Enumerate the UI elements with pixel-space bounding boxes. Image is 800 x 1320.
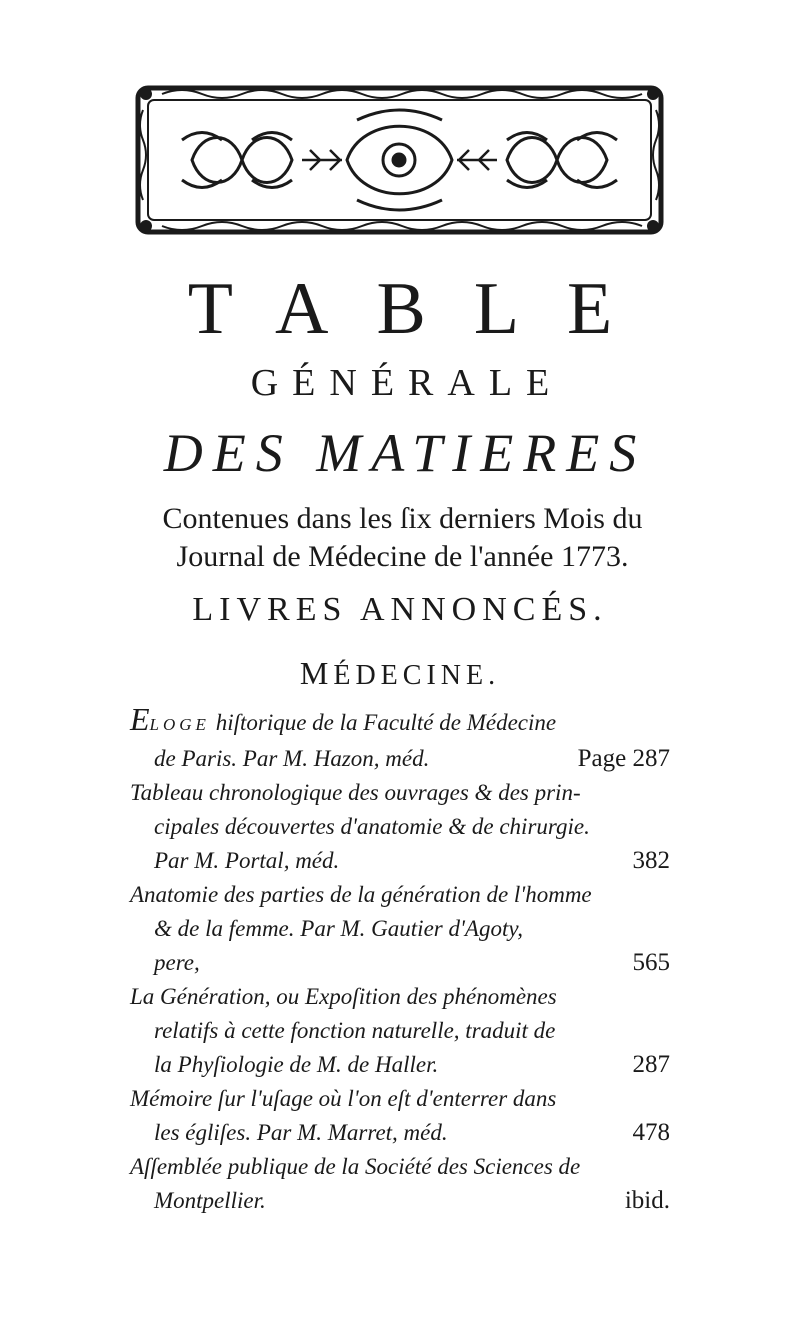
entry-line: cipales découvertes d'anatomie & de chirurgie. [154,814,590,839]
entry-line [130,1116,670,1150]
entry-line: Mémoire ſur l'uſage où l'on eſt d'enterrer dans [130,1086,557,1111]
list-item [130,1150,670,1218]
contents-description [130,500,675,576]
entry-line: La Génération, ou Expoſition des phénomènes [130,984,557,1009]
entry-text: les égliſes. Par M. Marret, méd. [154,1120,448,1145]
entry-text: Montpellier. [154,1188,266,1213]
ornamental-headpiece [132,80,667,240]
entry-line: & de la femme. Par M. Gautier d'Agoty, [154,916,524,941]
page-reference: 565 [632,949,670,976]
page-title: TABLE [187,268,661,350]
entry-line: Anatomie des parties de la génération de l'homme [130,882,592,907]
entry-line: Tableau chronologique des ouvrages & des prin- [130,780,581,805]
entry-line [130,702,670,742]
entry-line: Aſſemblée publique de la Société des Sciences de [130,1154,581,1179]
page-reference: 382 [632,847,670,874]
page-subtitle: GÉNÉRALE [250,362,564,404]
entry-text: pere, [154,950,200,975]
smallcaps-word: LOGE [149,715,210,734]
drop-initial: E [130,701,150,737]
list-item [130,776,670,878]
page-reference: Page 287 [577,745,670,772]
page-reference: ibid. [624,1187,670,1214]
entry-line [130,1184,670,1218]
list-item [130,878,670,980]
section-heading: LIVRES ANNONCÉS. [192,591,608,628]
contents-line: Contenues dans les ſix derniers Mois du [162,502,643,535]
list-item [130,980,670,1082]
subsection-heading [0,657,800,690]
list-item [130,702,670,776]
page-reference: 287 [632,1051,670,1078]
contents-line: Journal de Médecine de l'année 1773. [176,540,629,573]
entry-line [130,1048,670,1082]
entry-line [130,742,670,776]
list-item [130,1082,670,1150]
page-reference: 478 [632,1119,670,1146]
entry-text: hiſtorique de la Faculté de Médecine [215,710,557,735]
page-subtitle-italic: DES MATIERES [163,423,647,483]
entry-line: relatifs à cette fonction naturelle, traduit de [154,1018,556,1043]
entry-list [130,702,670,1218]
subsection-rest: ÉDECINE. [333,660,501,691]
entry-line [130,946,670,980]
entry-text: Par M. Portal, méd. [154,848,340,873]
subsection-initial: M [299,655,334,691]
entry-line [130,844,670,878]
entry-text: la Phyſiologie de M. de Haller. [154,1052,439,1077]
entry-text: de Paris. Par M. Hazon, méd. [154,746,430,771]
